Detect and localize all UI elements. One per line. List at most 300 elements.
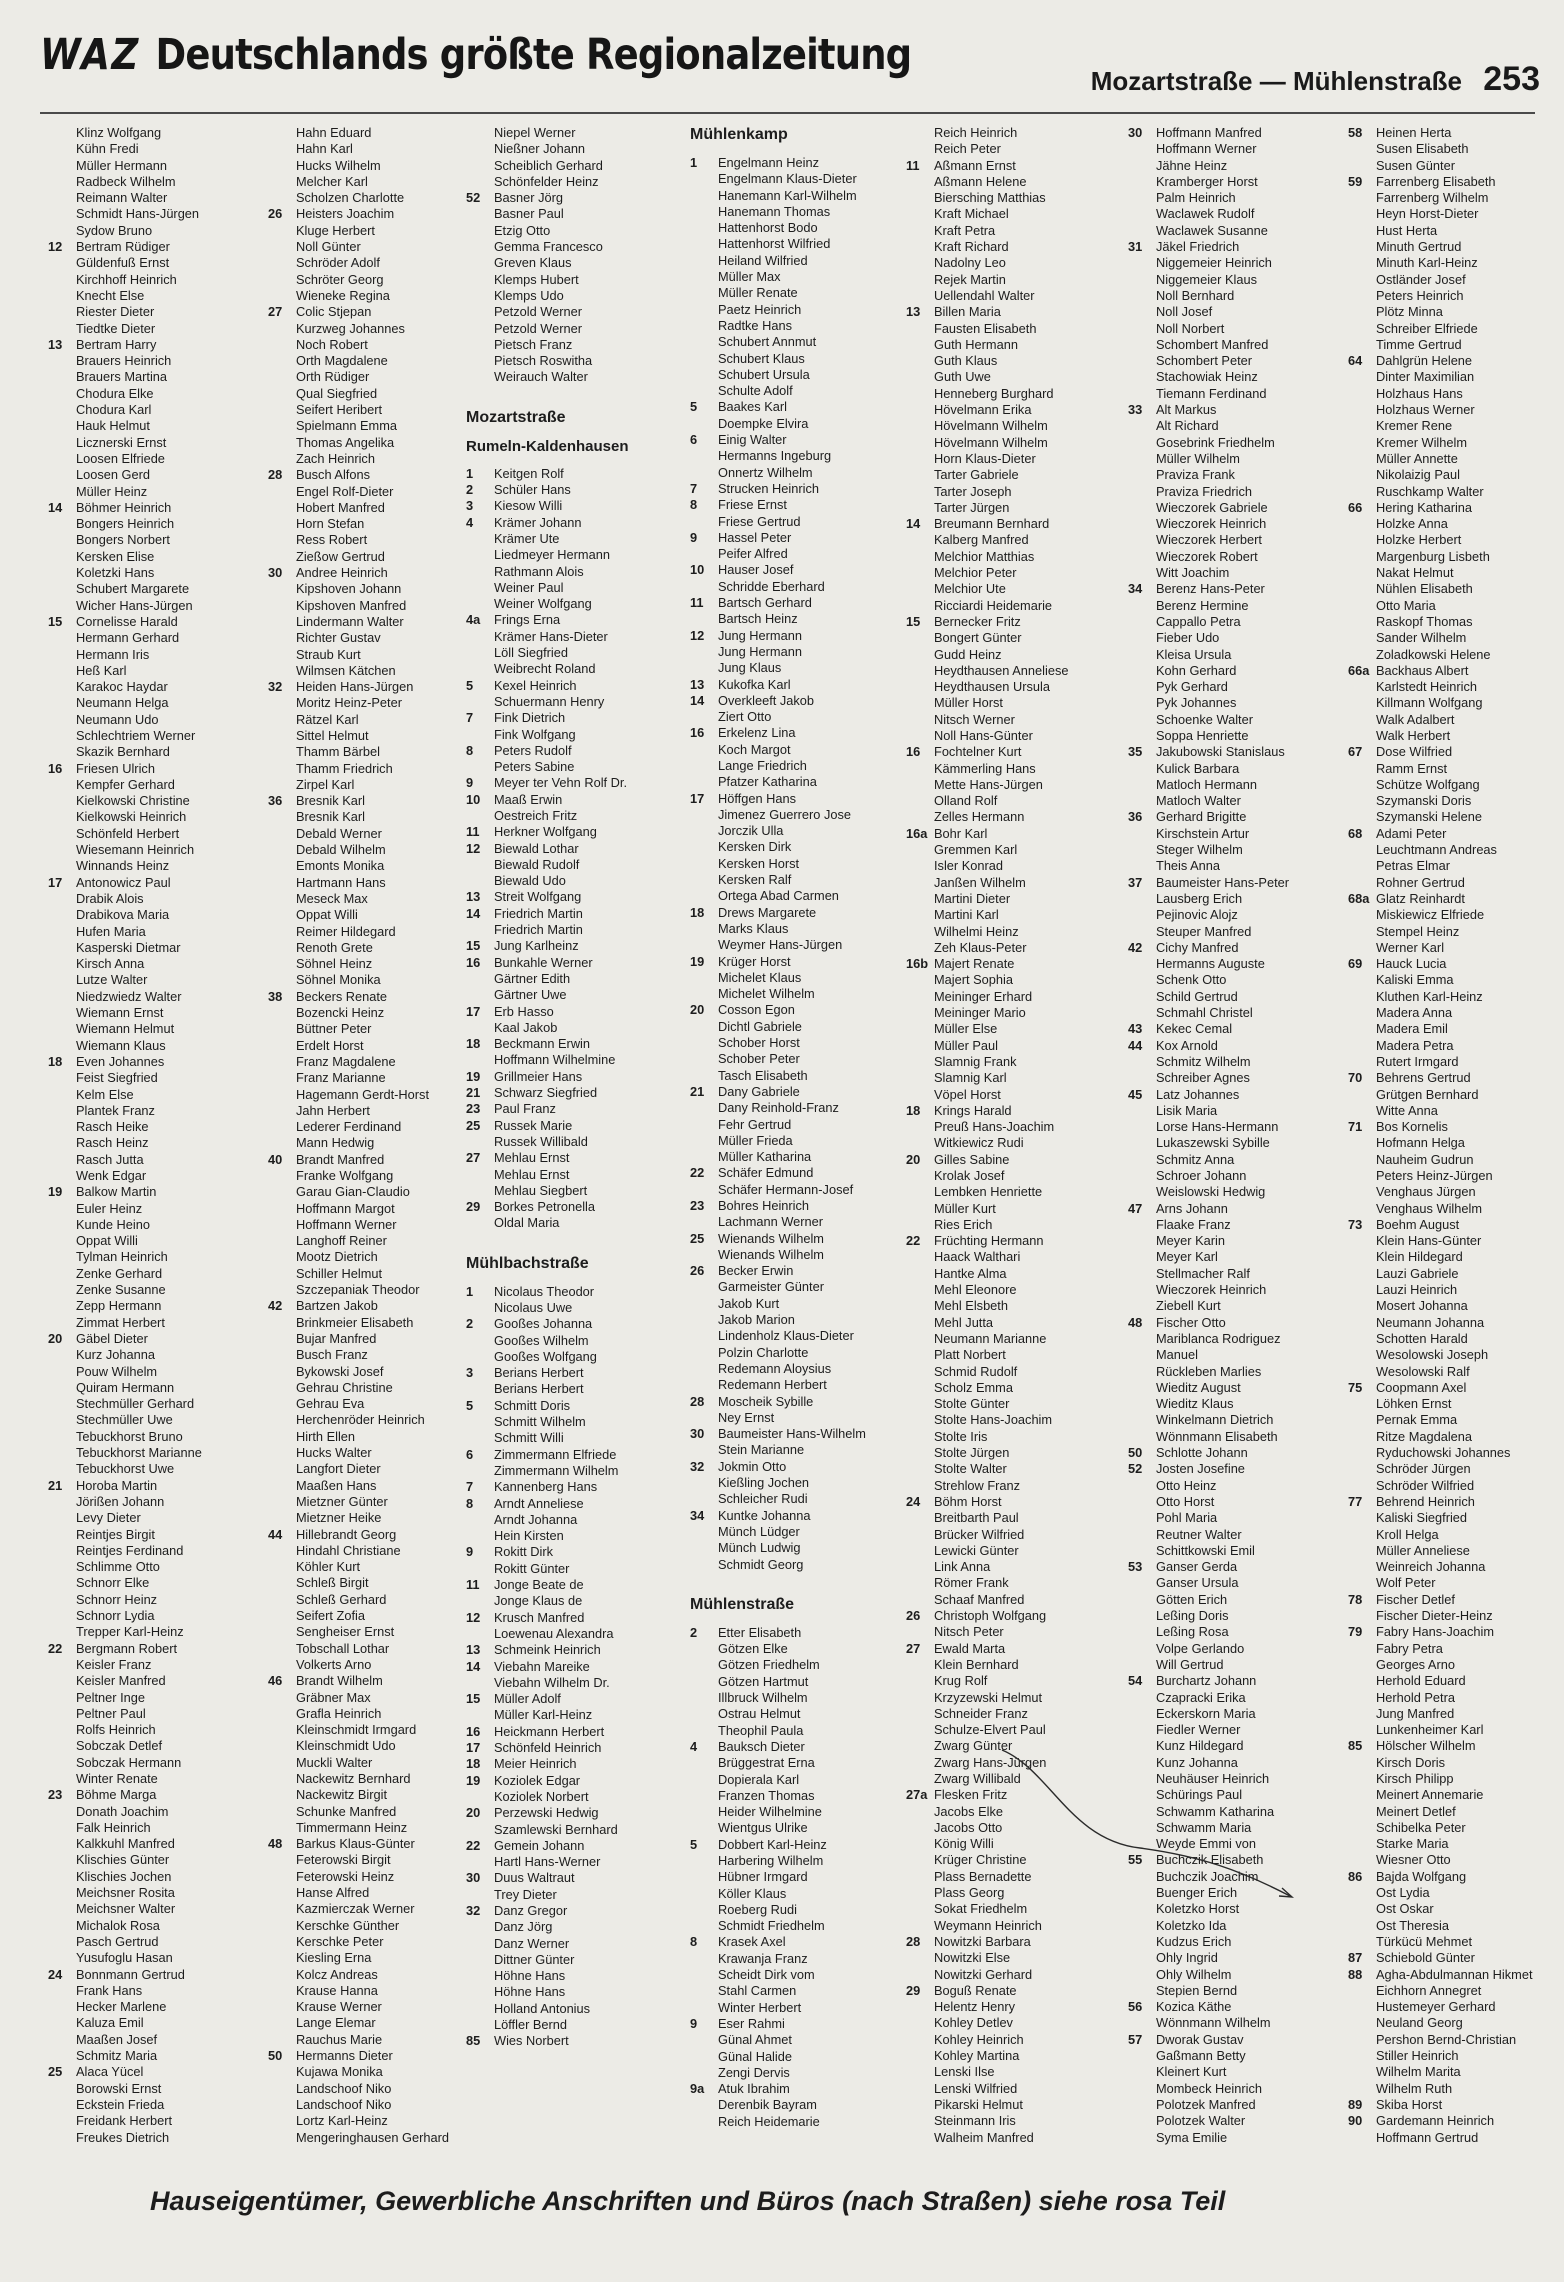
resident-name: Mehl Eleonore [934, 1282, 1017, 1298]
resident-name: Wolf Peter [1376, 1575, 1436, 1591]
resident-entry [690, 725, 900, 741]
resident-entry [1128, 1412, 1338, 1428]
resident-entry [1128, 1592, 1338, 1608]
resident-entry [268, 435, 478, 451]
resident-entry [1128, 1983, 1338, 1999]
resident-entry [690, 1394, 900, 1410]
resident-entry [1348, 1852, 1548, 1868]
resident-entry [906, 386, 1116, 402]
resident-entry [268, 1233, 478, 1249]
house-number: 25 [690, 1230, 705, 1246]
resident-entry [268, 1673, 478, 1689]
resident-entry [466, 125, 676, 141]
resident-entry [1128, 484, 1338, 500]
resident-name: Jörißen Johann [76, 1493, 165, 1509]
resident-entry [1128, 1396, 1338, 1412]
resident-entry [690, 204, 900, 220]
resident-name: Kleinschmidt Irmgard [296, 1722, 417, 1738]
resident-entry [1128, 2032, 1338, 2048]
resident-entry [1348, 1967, 1548, 1983]
resident-name: Friese Gertrud [718, 513, 801, 529]
resident-entry [1128, 288, 1338, 304]
resident-entry [906, 1575, 1116, 1591]
resident-name: Zießow Gertrud [296, 548, 385, 564]
resident-name: Tarter Jürgen [934, 499, 1010, 515]
resident-name: Klemps Udo [494, 287, 564, 303]
resident-entry [48, 2097, 258, 2113]
resident-entry [1128, 1510, 1338, 1526]
resident-entry [690, 236, 900, 252]
resident-name: Russek Marie [494, 1117, 573, 1133]
resident-entry [48, 1673, 258, 1689]
house-number: 14 [906, 516, 921, 532]
resident-name: Schürings Paul [1156, 1787, 1243, 1803]
resident-entry [1128, 744, 1338, 760]
resident-name: Schütze Wolfgang [1376, 776, 1480, 792]
resident-entry [690, 1198, 900, 1214]
resident-entry [1128, 695, 1338, 711]
resident-name: Herkner Wolfgang [494, 824, 597, 840]
house-number: 21 [466, 1085, 481, 1101]
resident-entry [1348, 826, 1548, 842]
resident-entry [1128, 451, 1338, 467]
resident-entry [466, 223, 676, 239]
resident-entry [268, 1722, 478, 1738]
resident-entry [1348, 1298, 1548, 1314]
resident-name: Rückleben Marlies [1156, 1363, 1262, 1379]
resident-name: Nackewitz Birgit [296, 1787, 388, 1803]
resident-name: Bongert Günter [934, 630, 1022, 646]
resident-name: Kazmierczak Werner [296, 1901, 415, 1917]
house-number: 16 [466, 1723, 481, 1739]
resident-name: Müller Adolf [494, 1691, 561, 1707]
resident-name: Majert Renate [934, 956, 1015, 972]
resident-name: Wiemann Klaus [76, 1037, 166, 1053]
resident-name: Götzen Elke [718, 1641, 788, 1657]
resident-name: Trepper Karl-Heinz [76, 1624, 184, 1640]
resident-entry [1348, 1690, 1548, 1706]
house-number: 4 [690, 1738, 698, 1754]
house-number: 28 [268, 467, 283, 483]
resident-name: Thomas Angelika [296, 434, 395, 450]
resident-entry [466, 1740, 676, 1756]
resident-name: Klischies Günter [76, 1852, 170, 1868]
resident-entry [906, 1347, 1116, 1363]
resident-name: Kolcz Andreas [296, 1966, 378, 1982]
resident-entry [466, 2033, 676, 2049]
resident-name: Hufen Maria [76, 923, 146, 939]
resident-name: Zirpel Karl [296, 776, 355, 792]
resident-name: Onnertz Wilhelm [718, 464, 813, 480]
house-number: 90 [1348, 2113, 1363, 2129]
house-number: 26 [690, 1263, 705, 1279]
resident-name: Noch Robert [296, 336, 368, 352]
resident-name: Kexel Heinrich [494, 677, 577, 693]
resident-name: Baumeister Hans-Peter [1156, 874, 1289, 890]
resident-entry [1128, 858, 1338, 874]
resident-name: Niepel Werner [494, 125, 576, 140]
resident-entry [466, 1707, 676, 1723]
resident-name: Brinkmeier Elisabeth [296, 1314, 414, 1330]
resident-name: Kuntke Johanna [718, 1507, 811, 1523]
resident-name: Sengheiser Ernst [296, 1624, 395, 1640]
resident-entry [1348, 190, 1548, 206]
resident-name: Kerschke Günther [296, 1917, 400, 1933]
resident-name: Preuß Hans-Joachim [934, 1119, 1055, 1135]
resident-name: Müller Hermann [76, 157, 168, 173]
resident-entry [1348, 1608, 1548, 1624]
resident-entry [48, 940, 258, 956]
resident-entry [1128, 1266, 1338, 1282]
resident-name: Schnorr Heinz [76, 1591, 158, 1607]
resident-name: Dichtl Gabriele [718, 1018, 802, 1034]
resident-name: Keisler Manfred [76, 1673, 166, 1689]
resident-name: Colic Stjepan [296, 304, 372, 320]
resident-name: Kaal Jakob [494, 1019, 558, 1035]
resident-name: Holzke Anna [1376, 516, 1448, 532]
resident-name: Szamlewski Bernhard [494, 1821, 618, 1837]
house-number: 21 [690, 1083, 705, 1099]
resident-name: Bohr Karl [934, 825, 988, 841]
resident-name: Ostrau Helmut [718, 1706, 801, 1722]
resident-entry [906, 369, 1116, 385]
resident-name: Kelm Else [76, 1086, 134, 1102]
resident-name: Kramberger Horst [1156, 173, 1258, 189]
resident-name: Kasperski Dietmar [76, 939, 181, 955]
resident-entry [690, 514, 900, 530]
resident-entry [1128, 2048, 1338, 2064]
resident-entry [466, 759, 676, 775]
resident-entry [268, 1152, 478, 1168]
resident-name: Hövelmann Wilhelm [934, 434, 1048, 450]
house-number: 66 [1348, 499, 1363, 515]
resident-name: Witte Anna [1376, 1102, 1438, 1118]
resident-name: Stiller Heinrich [1376, 2048, 1459, 2064]
resident-name: Hartmann Hans [296, 874, 386, 890]
resident-entry [1128, 809, 1338, 825]
house-number: 10 [466, 791, 481, 807]
resident-name: Horn Stefan [296, 516, 365, 532]
resident-entry [1128, 2081, 1338, 2097]
resident-entry [1128, 1152, 1338, 1168]
resident-entry [268, 1657, 478, 1673]
resident-entry [906, 1624, 1116, 1640]
resident-name: Tasch Elisabeth [718, 1067, 808, 1083]
resident-name: Schröter Georg [296, 271, 384, 287]
resident-name: Kremer Wilhelm [1376, 434, 1468, 450]
resident-name: Ziebell Kurt [1156, 1298, 1221, 1314]
resident-entry [906, 581, 1116, 597]
resident-name: Drabikova Maria [76, 907, 170, 923]
resident-name: Stellmacher Ralf [1156, 1265, 1250, 1281]
house-number: 30 [690, 1426, 705, 1442]
resident-entry [268, 1804, 478, 1820]
resident-name: Schombert Peter [1156, 353, 1253, 369]
resident-name: Krug Rolf [934, 1673, 988, 1689]
house-number: 10 [690, 562, 705, 578]
resident-name: Kühn Fredi [76, 141, 139, 157]
resident-entry [1348, 1461, 1548, 1477]
resident-name: Wieczorek Herbert [1156, 532, 1262, 548]
resident-entry [906, 1461, 1116, 1477]
house-number: 27 [466, 1150, 481, 1166]
resident-name: Scholz Emma [934, 1379, 1013, 1395]
resident-entry [268, 125, 478, 141]
resident-entry [268, 288, 478, 304]
resident-entry [906, 255, 1116, 271]
resident-name: Kleinert Kurt [1156, 2064, 1227, 2080]
resident-entry [690, 1133, 900, 1149]
resident-name: Schubert Margarete [76, 581, 190, 597]
resident-name: Steuper Manfred [1156, 923, 1252, 939]
resident-name: Jung Hermann [718, 643, 802, 659]
resident-name: Zepp Hermann [76, 1298, 162, 1314]
resident-entry [48, 1494, 258, 1510]
resident-name: Neumann Johanna [1376, 1314, 1485, 1330]
resident-entry [1348, 174, 1548, 190]
resident-entry [268, 321, 478, 337]
resident-entry [48, 1804, 258, 1820]
resident-entry [1348, 1412, 1548, 1428]
resident-name: Höhne Hans [494, 1968, 566, 1984]
resident-entry [1128, 1641, 1338, 1657]
resident-name: Kujawa Monika [296, 2064, 383, 2080]
resident-entry [268, 2081, 478, 2097]
resident-name: Berenz Hans-Peter [1156, 581, 1265, 597]
resident-name: Jung Karlheinz [494, 938, 579, 954]
resident-name: Adami Peter [1376, 825, 1447, 841]
resident-entry [690, 1820, 900, 1836]
house-number: 26 [268, 206, 283, 222]
resident-name: Mehlau Ernst [494, 1166, 570, 1182]
resident-entry [906, 1054, 1116, 1070]
resident-name: Busch Franz [296, 1347, 368, 1363]
resident-entry [268, 190, 478, 206]
street-range: Mozartstraße — Mühlenstraße [1090, 66, 1462, 96]
resident-entry [48, 467, 258, 483]
resident-entry [268, 1103, 478, 1119]
resident-entry [48, 1983, 258, 1999]
resident-name: Kirchhoff Heinrich [76, 271, 177, 287]
resident-name: Früchting Hermann [934, 1233, 1044, 1249]
resident-entry [48, 1331, 258, 1347]
resident-entry [1348, 1999, 1548, 2015]
resident-entry [906, 777, 1116, 793]
resident-name: Schaaf Manfred [934, 1591, 1025, 1607]
resident-entry [268, 1478, 478, 1494]
resident-name: Schäfer Hermann-Josef [718, 1181, 854, 1197]
resident-entry [466, 1805, 676, 1821]
house-number: 46 [268, 1673, 283, 1689]
resident-entry [268, 744, 478, 760]
house-number: 22 [906, 1233, 921, 1249]
resident-name: Bernecker Fritz [934, 613, 1021, 629]
resident-entry [906, 1673, 1116, 1689]
resident-name: Kremer Rene [1376, 418, 1453, 434]
resident-entry [1348, 679, 1548, 695]
resident-name: Krämer Johann [494, 514, 582, 530]
resident-entry [690, 1279, 900, 1295]
resident-entry [1128, 1575, 1338, 1591]
resident-name: Herchenröder Heinrich [296, 1412, 425, 1428]
resident-entry [906, 1135, 1116, 1151]
resident-entry [268, 1575, 478, 1591]
resident-entry [1348, 1201, 1548, 1217]
resident-entry [1348, 1624, 1548, 1640]
resident-name: Ries Erich [934, 1216, 993, 1232]
resident-name: Bongers Norbert [76, 532, 170, 548]
house-number: 9 [690, 529, 698, 545]
resident-entry [1348, 206, 1548, 222]
resident-entry [48, 728, 258, 744]
resident-entry [48, 1005, 258, 1021]
resident-entry [906, 1249, 1116, 1265]
resident-name: Melchior Peter [934, 565, 1017, 581]
resident-name: Szymanski Helene [1376, 809, 1482, 825]
resident-name: Praviza Frank [1156, 467, 1235, 483]
house-number: 69 [1348, 956, 1363, 972]
resident-name: Platt Norbert [934, 1347, 1006, 1363]
resident-entry [906, 402, 1116, 418]
resident-entry [1348, 516, 1548, 532]
resident-entry [1128, 1461, 1338, 1477]
resident-name: Oppat Willi [296, 907, 358, 923]
resident-name: Tiemann Ferdinand [1156, 385, 1267, 401]
resident-entry [690, 1983, 900, 1999]
resident-entry [690, 872, 900, 888]
resident-entry [268, 1624, 478, 1640]
resident-entry [268, 1852, 478, 1868]
resident-name: Schmitz Maria [76, 2048, 158, 2064]
resident-entry [1348, 956, 1548, 972]
house-number: 23 [690, 1198, 705, 1213]
resident-entry [466, 206, 676, 222]
resident-entry [906, 1152, 1116, 1168]
resident-entry [1128, 141, 1338, 157]
resident-name: Schmitt Wilhelm [494, 1414, 586, 1430]
resident-name: Mann Hedwig [296, 1135, 375, 1151]
resident-entry [268, 972, 478, 988]
resident-name: Mette Hans-Jürgen [934, 776, 1043, 792]
resident-name: Lenski Ilse [934, 2064, 995, 2080]
resident-name: Falk Heinrich [76, 1819, 151, 1835]
column-1 [48, 125, 258, 2146]
resident-entry [906, 712, 1116, 728]
resident-name: Steinmann Iris [934, 2113, 1016, 2129]
resident-name: Rutert Irmgard [1376, 1053, 1459, 1069]
resident-entry [48, 761, 258, 777]
resident-entry [1348, 239, 1548, 255]
resident-name: Jakob Kurt [718, 1295, 780, 1311]
house-number: 45 [1128, 1086, 1143, 1102]
resident-entry [268, 1592, 478, 1608]
resident-name: Wesolowski Joseph [1376, 1347, 1489, 1363]
resident-entry [1128, 1429, 1338, 1445]
resident-entry [466, 190, 676, 206]
resident-entry [690, 1788, 900, 1804]
resident-entry [48, 1559, 258, 1575]
house-number: 57 [1128, 2031, 1143, 2047]
resident-name: Slamnig Karl [934, 1070, 1007, 1086]
resident-entry [1348, 1021, 1548, 1037]
resident-name: Basner Paul [494, 206, 564, 222]
resident-name: Wieczorek Robert [1156, 548, 1258, 564]
resident-name: Jahn Herbert [296, 1102, 370, 1118]
resident-name: Hermann Gerhard [76, 630, 180, 646]
resident-name: Tebuckhorst Bruno [76, 1428, 183, 1444]
resident-name: Günal Ahmet [718, 2032, 792, 2048]
resident-entry [48, 1445, 258, 1461]
resident-name: Engelmann Klaus-Dieter [718, 171, 857, 187]
resident-name: Ramm Ernst [1376, 760, 1448, 776]
resident-entry [690, 171, 900, 187]
resident-name: Krasek Axel [718, 1934, 786, 1950]
house-number: 1 [466, 465, 474, 481]
resident-name: Levy Dieter [76, 1510, 141, 1526]
resident-name: Bartsch Heinz [718, 611, 798, 627]
resident-name: Stahl Carmen [718, 1983, 797, 1999]
resident-name: Pyk Johannes [1156, 695, 1237, 711]
resident-name: Köhler Kurt [296, 1559, 361, 1575]
resident-name: Jacobs Otto [934, 1819, 1003, 1835]
resident-entry [690, 807, 900, 823]
resident-entry [690, 1345, 900, 1361]
resident-entry [906, 1201, 1116, 1217]
resident-name: Buchczik Elisabeth [1156, 1852, 1264, 1868]
resident-entry [48, 1315, 258, 1331]
resident-entry [268, 924, 478, 940]
resident-entry [690, 709, 900, 725]
resident-name: Nackewitz Bernhard [296, 1770, 411, 1786]
resident-name: Boguß Renate [934, 1982, 1017, 1998]
resident-name: Walk Herbert [1376, 727, 1451, 743]
house-number: 4a [466, 612, 481, 628]
house-number: 26 [906, 1608, 921, 1624]
resident-entry [48, 1820, 258, 1836]
resident-entry [48, 2130, 258, 2146]
resident-entry [466, 971, 676, 987]
resident-name: Coopmann Axel [1376, 1379, 1467, 1395]
resident-name: Russek Willibald [494, 1133, 588, 1149]
resident-name: Winter Renate [76, 1770, 158, 1786]
resident-name: Krusch Manfred [494, 1609, 585, 1625]
resident-name: Beckmann Erwin [494, 1036, 591, 1052]
resident-name: Gehrau Christine [296, 1379, 393, 1395]
resident-name: Meier Heinrich [494, 1756, 577, 1772]
resident-name: Kalkkuhl Manfred [76, 1836, 175, 1852]
resident-name: Debald Werner [296, 825, 382, 841]
resident-entry [906, 1380, 1116, 1396]
resident-name: Busch Alfons [296, 467, 370, 483]
resident-name: Wieditz August [1156, 1379, 1241, 1395]
resident-name: Jakubowski Stanislaus [1156, 744, 1285, 760]
resident-name: Stein Marianne [718, 1442, 805, 1458]
resident-entry [906, 174, 1116, 190]
house-number: 7 [690, 480, 698, 496]
resident-entry [1128, 1315, 1338, 1331]
resident-entry [1348, 484, 1548, 500]
resident-entry [1128, 500, 1338, 516]
resident-name: Müller Frieda [718, 1132, 793, 1148]
resident-name: Etzig Otto [494, 222, 551, 238]
resident-name: Haack Walthari [934, 1249, 1021, 1265]
resident-entry [690, 432, 900, 448]
resident-name: Hauser Josef [718, 562, 794, 578]
resident-name: Meichsner Walter [76, 1901, 176, 1917]
resident-entry [48, 1787, 258, 1803]
resident-name: Ryduchowski Johannes [1376, 1445, 1511, 1461]
resident-entry [690, 1051, 900, 1067]
